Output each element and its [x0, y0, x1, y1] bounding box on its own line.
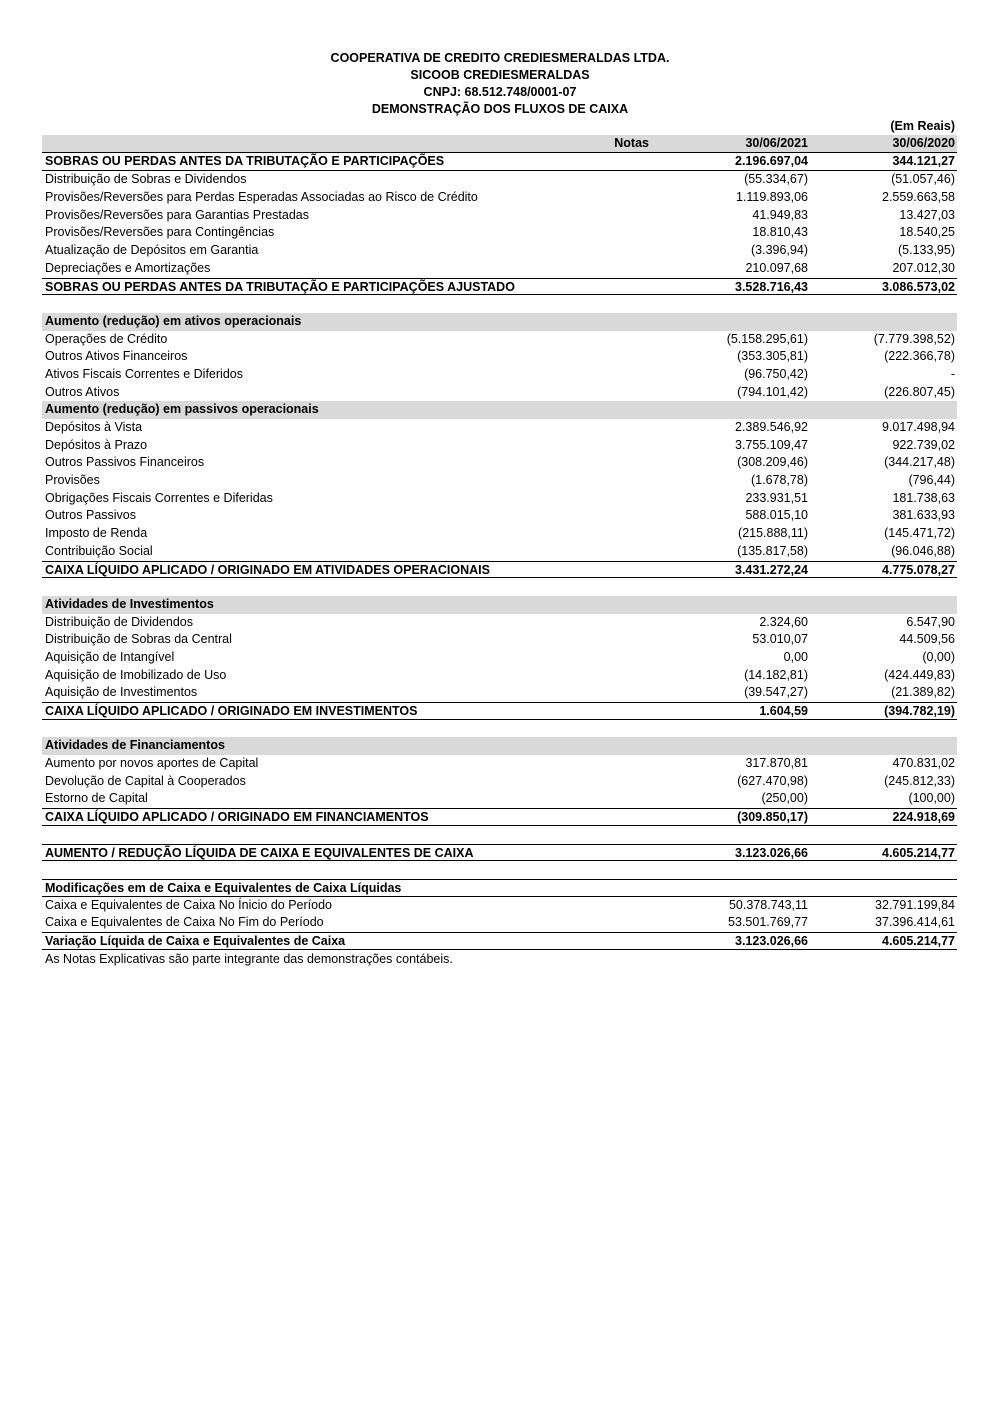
row-notas: [559, 525, 653, 543]
row-value-2021: (308.209,46): [737, 455, 808, 470]
row-notas: [559, 207, 653, 225]
row-value-2021: 0,00: [783, 649, 808, 664]
row-notas: [559, 331, 653, 349]
row-notas: [559, 562, 653, 578]
table-row: [42, 224, 957, 242]
row-value-2020: (0,00): [922, 649, 955, 664]
row-value-2020: 44.509,56: [899, 632, 955, 647]
row-notas: [559, 809, 653, 825]
table-row: [42, 649, 957, 667]
row-value-2020: (394.782,19): [884, 704, 955, 718]
row-label: Provisões/Reversões para Garantias Prestadas: [45, 207, 310, 222]
row-label: CAIXA LÍQUIDO APLICADO / ORIGINADO EM INVESTIMENTOS: [45, 704, 418, 718]
row-label: Contribuição Social: [45, 543, 153, 558]
row-value-2021: (794.101,42): [737, 384, 808, 399]
total-row-adjusted: [42, 278, 957, 296]
row-label: Provisões/Reversões para Contingências: [45, 225, 275, 240]
row-value-2021: (353.305,81): [737, 349, 808, 364]
row-label: Depósitos à Vista: [45, 420, 143, 434]
table-row: [42, 490, 957, 508]
column-header-2020: 30/06/2020: [892, 136, 955, 150]
row-label: Depreciações e Amortizações: [45, 260, 211, 275]
cash-flow-table: [42, 118, 957, 968]
row-value-2020: 13.427,03: [899, 207, 955, 222]
row-value-2020: 922.739,02: [892, 437, 955, 452]
row-value-2020: 470.831,02: [892, 756, 955, 771]
row-label: Ativos Fiscais Correntes e Diferidos: [45, 366, 243, 381]
row-label: Distribuição de Sobras e Dividendos: [45, 172, 247, 187]
trade-name: SICOOB CREDIESMERALDAS: [410, 68, 590, 82]
row-notas: [559, 419, 653, 437]
row-notas: [559, 171, 653, 189]
row-value-2021: 3.755.109,47: [735, 437, 808, 452]
section-title-operating-liabilities: [42, 401, 957, 419]
total-row-financing: [42, 808, 957, 826]
total-row-cash-variation: [42, 932, 957, 950]
row-notas: [559, 631, 653, 649]
row-notas: [559, 684, 653, 702]
row-value-2020: (796,44): [908, 473, 955, 488]
row-notas: [559, 755, 653, 773]
column-header-label: [42, 135, 559, 152]
row-notas: [559, 490, 653, 508]
row-value-2021: (5.158.295,61): [726, 331, 808, 346]
row-notas: [559, 153, 653, 171]
section-title: Atividades de Investimentos: [45, 596, 214, 611]
table-row: [42, 331, 957, 349]
row-value-2021: 1.119.893,06: [735, 190, 808, 205]
row-value-2021: 233.931,51: [745, 490, 808, 505]
row-value-2020: (222.366,78): [884, 349, 955, 364]
row-label: CAIXA LÍQUIDO APLICADO / ORIGINADO EM FINANCIAMENTOS: [45, 810, 429, 825]
total-row-before-tax: [42, 153, 957, 171]
spacer: [42, 861, 957, 879]
row-notas: [559, 507, 653, 525]
spacer: [42, 720, 957, 738]
total-row-operating: [42, 561, 957, 579]
row-value-2021: (309.850,17): [737, 810, 808, 825]
row-value-2021: 53.010,07: [752, 632, 808, 647]
row-notas: [559, 845, 653, 861]
table-row: [42, 242, 957, 260]
row-label: SOBRAS OU PERDAS ANTES DA TRIBUTAÇÃO E PARTICIPAÇÕES AJUSTADO: [45, 279, 515, 294]
table-row: [42, 189, 957, 207]
row-value-2020: 381.633,93: [892, 508, 955, 523]
row-label: Outros Passivos Financeiros: [45, 455, 205, 470]
spacer: [42, 295, 957, 313]
row-notas: [559, 614, 653, 632]
row-value-2021: (39.547,27): [744, 685, 808, 700]
row-value-2021: (215.888,11): [738, 526, 808, 541]
table-row: [42, 790, 957, 808]
cnpj: CNPJ: 68.512.748/0001-07: [423, 85, 577, 99]
row-notas: [559, 437, 653, 455]
row-value-2021: 41.949,83: [752, 207, 808, 222]
row-notas: [559, 454, 653, 472]
row-notas: [559, 224, 653, 242]
total-row-net-change: [42, 844, 957, 862]
spacer: [42, 826, 957, 844]
row-value-2020: (226.807,45): [884, 384, 955, 399]
table-row: [42, 171, 957, 189]
row-value-2020: (5.133,95): [898, 243, 955, 258]
row-label: Depósitos à Prazo: [45, 437, 148, 452]
row-value-2020: (424.449,83): [884, 667, 955, 682]
row-notas: [559, 914, 653, 932]
total-row-investing: [42, 702, 957, 720]
table-row: [42, 614, 957, 632]
row-value-2021: (96.750,42): [744, 366, 808, 381]
row-label: Caixa e Equivalentes de Caixa No Ínicio do Período: [45, 897, 332, 912]
row-value-2021: 3.123.026,66: [735, 933, 808, 948]
row-label: Outros Ativos Financeiros: [45, 349, 188, 364]
column-header-2021: 30/06/2021: [745, 136, 808, 150]
row-value-2020: (245.812,33): [884, 773, 955, 788]
table-row: [42, 897, 957, 915]
row-value-2020: 224.918,69: [892, 810, 955, 825]
row-value-2021: 3.123.026,66: [735, 845, 808, 860]
table-row: [42, 207, 957, 225]
row-value-2020: 9.017.498,94: [882, 420, 955, 434]
row-notas: [559, 384, 653, 402]
row-notas: [559, 933, 653, 949]
row-value-2020: 344.121,27: [892, 153, 955, 168]
table-row: [42, 472, 957, 490]
row-value-2020: 37.396.414,61: [875, 915, 955, 930]
row-value-2020: 207.012,30: [892, 260, 955, 275]
table-row: [42, 260, 957, 278]
table-row: [42, 773, 957, 791]
row-value-2020: -: [950, 366, 955, 381]
table-row: [42, 684, 957, 702]
table-row: [42, 914, 957, 932]
row-value-2020: (21.389,82): [891, 685, 955, 700]
row-notas: [559, 366, 653, 384]
row-notas: [559, 242, 653, 260]
document-header: [0, 50, 1000, 118]
row-value-2021: 50.378.743,11: [728, 897, 808, 912]
row-value-2021: 1.604,59: [759, 704, 808, 718]
section-title: Atividades de Financiamentos: [45, 738, 225, 753]
table-row: [42, 454, 957, 472]
table-row: [42, 525, 957, 543]
row-value-2020: 3.086.573,02: [882, 279, 955, 294]
row-label: Operações de Crédito: [45, 331, 168, 346]
row-value-2021: 588.015,10: [745, 508, 808, 523]
row-notas: [559, 348, 653, 366]
row-label: Imposto de Renda: [45, 526, 148, 541]
unit-note: (Em Reais): [890, 119, 955, 133]
row-value-2020: (344.217,48): [884, 455, 955, 470]
row-value-2020: 4.605.214,77: [882, 845, 955, 860]
section-title-investing: [42, 596, 957, 614]
row-label: Devolução de Capital à Cooperados: [45, 773, 246, 788]
row-value-2020: 6.547,90: [906, 614, 955, 629]
table-row: [42, 348, 957, 366]
row-value-2020: (51.057,46): [891, 172, 955, 187]
row-value-2021: 3.528.716,43: [735, 279, 808, 294]
row-value-2020: 18.540,25: [899, 225, 955, 240]
row-label: CAIXA LÍQUIDO APLICADO / ORIGINADO EM ATIVIDADES OPERACIONAIS: [45, 562, 490, 577]
row-notas: [559, 773, 653, 791]
row-label: Outros Passivos: [45, 508, 137, 523]
row-value-2021: 317.870,81: [745, 756, 808, 771]
section-title: Aumento (redução) em passivos operacionais: [45, 402, 319, 417]
table-row: [42, 631, 957, 649]
table-row: [42, 543, 957, 561]
row-value-2020: 4.775.078,27: [882, 562, 955, 577]
row-label: Estorno de Capital: [45, 791, 148, 806]
row-notas: [559, 897, 653, 915]
row-label: Caixa e Equivalentes de Caixa No Fim do Período: [45, 915, 324, 930]
row-label: Distribuição de Sobras da Central: [45, 632, 232, 647]
row-notas: [559, 703, 653, 719]
row-value-2021: 210.097,68: [745, 260, 808, 275]
row-label: Aquisição de Imobilizado de Uso: [45, 667, 227, 682]
section-title: Aumento (redução) em ativos operacionais: [45, 313, 302, 328]
statement-title: DEMONSTRAÇÃO DOS FLUXOS DE CAIXA: [371, 102, 629, 116]
column-header-notas: Notas: [614, 136, 649, 150]
row-label: Provisões: [45, 473, 100, 488]
spacer: [42, 578, 957, 596]
table-row: [42, 755, 957, 773]
table-row: [42, 419, 957, 437]
row-value-2020: (145.471,72): [884, 526, 955, 541]
company-name: COOPERATIVA DE CREDITO CREDIESMERALDAS LTDA.: [330, 51, 670, 65]
table-row: [42, 667, 957, 685]
row-value-2020: (96.046,88): [891, 543, 955, 558]
row-value-2021: (1.678,78): [751, 473, 808, 488]
row-label: Atualização de Depósitos em Garantia: [45, 243, 259, 258]
section-title-cash-changes: [42, 879, 957, 897]
row-value-2021: 2.196.697,04: [735, 153, 808, 168]
row-value-2020: 4.605.214,77: [882, 933, 955, 948]
row-value-2020: 32.791.199,84: [875, 897, 955, 912]
column-header-row: [42, 135, 957, 153]
row-label: AUMENTO / REDUÇÃO LÍQUIDA DE CAIXA E EQUIVALENTES DE CAIXA: [45, 845, 474, 860]
row-label: Distribuição de Dividendos: [45, 614, 193, 629]
row-value-2021: (627.470,98): [737, 773, 808, 788]
row-label: Aquisição de Investimentos: [45, 685, 198, 700]
row-label: Variação Líquida de Caixa e Equivalentes de Caixa: [45, 933, 346, 948]
row-value-2021: (14.182,81): [744, 667, 808, 682]
row-label: Outros Ativos: [45, 384, 120, 399]
section-title-operating-assets: [42, 313, 957, 331]
row-notas: [559, 543, 653, 561]
table-row: [42, 366, 957, 384]
row-value-2021: (55.334,67): [744, 172, 808, 187]
row-label: Aumento por novos aportes de Capital: [45, 756, 259, 771]
row-value-2021: (3.396,94): [751, 243, 808, 258]
section-title: Modificações em de Caixa e Equivalentes de Caixa Líquidas: [45, 880, 402, 895]
row-label: Provisões/Reversões para Perdas Esperadas Associadas ao Risco de Crédito: [45, 190, 478, 205]
table-row: [42, 507, 957, 525]
row-value-2020: 2.559.663,58: [882, 190, 955, 205]
footnote: As Notas Explicativas são parte integrante das demonstrações contábeis.: [45, 951, 453, 966]
row-label: Aquisição de Intangível: [45, 649, 175, 664]
table-row: [42, 384, 957, 402]
row-value-2021: 18.810,43: [752, 225, 808, 240]
row-notas: [559, 790, 653, 808]
table-row: [42, 437, 957, 455]
row-value-2021: 2.324,60: [759, 614, 808, 629]
row-value-2020: 181.738,63: [892, 490, 955, 505]
row-label: SOBRAS OU PERDAS ANTES DA TRIBUTAÇÃO E PARTICIPAÇÕES: [45, 153, 445, 168]
section-title-financing: [42, 737, 957, 755]
row-notas: [559, 260, 653, 278]
row-value-2021: (135.817,58): [737, 543, 808, 558]
row-value-2020: (100,00): [908, 791, 955, 806]
row-value-2021: 2.389.546,92: [735, 420, 808, 434]
row-value-2021: (250,00): [761, 791, 808, 806]
row-value-2020: (7.779.398,52): [873, 331, 955, 346]
row-notas: [559, 279, 653, 295]
row-value-2021: 53.501.769,77: [728, 915, 808, 930]
row-notas: [559, 649, 653, 667]
row-value-2021: 3.431.272,24: [735, 562, 808, 577]
row-notas: [559, 667, 653, 685]
row-notas: [559, 189, 653, 207]
row-notas: [559, 472, 653, 490]
row-label: Obrigações Fiscais Correntes e Diferidas: [45, 490, 273, 505]
